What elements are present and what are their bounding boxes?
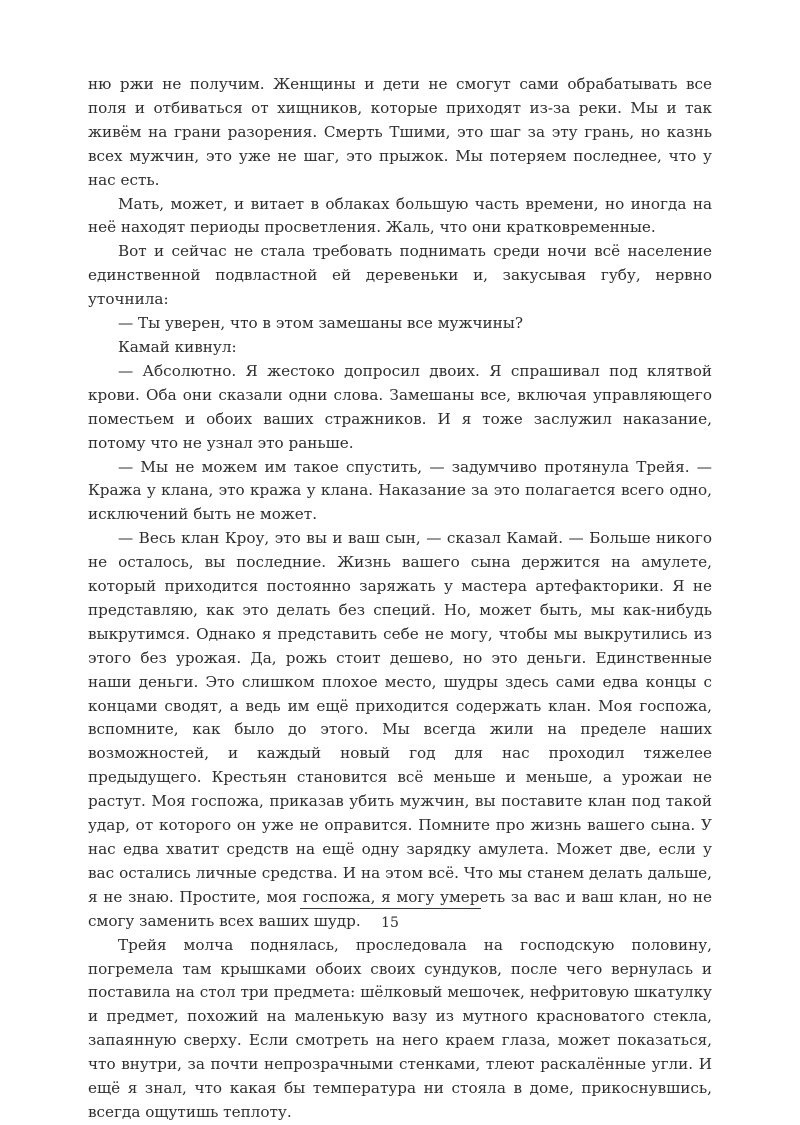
paragraph: Камай кивнул: bbox=[118, 337, 237, 356]
page-number: 15 bbox=[381, 915, 399, 931]
footer-divider bbox=[300, 908, 481, 909]
paragraph: ню ржи не получим. Женщины и дети не смогут сами обрабатывать все поля и отбиваться от хищников, которые приходят из-за реки. Мы и так живём на грани разорения. Смерть Тшими, это шаг за эту грань, но казнь всех мужчин, это уже не шаг, это прыжок. Мы потеряем последнее, что у нас есть. bbox=[88, 75, 712, 189]
paragraph: Мать, может, и витает в облаках большую часть времени, но иногда на неё находят периоды просветления. Жаль, что они кратковременные. bbox=[88, 194, 712, 237]
paragraph: Трейя молча поднялась, проследовала на господскую половину, погремела там крышками обоих своих сундуков, после чего вернулась и поставила на стол три предмета: шёлковый мешочек, нефритовую шкатулку и предмет, похожий на маленькую вазу из мутного красноватого стекла, запаянную сверху. Если смотреть на него краем глаза, может показаться, что внутри, за почти непрозрачными стенками, тлеют раскалённые угли. И ещё я знал, что какая бы температура ни стояла в доме, прикоснувшись, всегда ощутишь теплоту. bbox=[88, 935, 712, 1121]
body-text bbox=[88, 73, 712, 1125]
dialogue-line: — Абсолютно. Я жестоко допросил двоих. Я спрашивал под клятвой крови. Оба они сказали одни слова. Замешаны все, включая управляющего поместьем и обоих ваших стражников. И я тоже заслужил наказание, потому что не узнал это раньше. bbox=[88, 361, 712, 452]
dialogue-line: — Ты уверен, что в этом замешаны все мужчины? bbox=[118, 314, 523, 333]
paragraph: Вот и сейчас не стала требовать поднимать среди ночи всё население единственной подвластной ей деревеньки и, закусывая губу, нервно уточнила: bbox=[88, 242, 712, 309]
dialogue-line: — Весь клан Кроу, это вы и ваш сын, — сказал Камай. — Больше никого не осталось, вы последние. Жизнь вашего сына держится на амулете, который приходится постоянно заряжать у мастера артефакторики. Я не представляю, как это делать без специй. Но, может быть, мы как-нибудь выкрутимся. Однако я представить себе не могу, чтобы мы выкрутились из этого без урожая. Да, рожь стоит дешево, но это деньги. Единственные наши деньги. Это слишком плохое место, шудры здесь сами едва концы с концами сводят, а ведь им ещё приходится содержать клан. Моя госпожа, вспомните, как было до этого. Мы всегда жили на пределе наших возможностей, и каждый новый год для нас проходил тяжелее предыдущего. Крестьян становится всё меньше и меньше, а урожаи не растут. Моя госпожа, приказав убить мужчин, вы поставите клан под такой удар, от которого он уже не оправится. Помните про жизнь вашего сына. У нас едва хватит средств на ещё одну зарядку амулета. Может две, если у вас остались личные средства. И на этом всё. Что мы станем делать дальше, я не знаю. Простите, моя госпожа, я могу умереть за вас и ваш клан, но не смогу заменить всех ваших шудр. bbox=[88, 529, 712, 930]
dialogue-line: — Мы не можем им такое спустить, — задумчиво протянула Трейя. — Кража у клана, это кража у клана. Наказание за это полагается всего одно, исключений быть не может. bbox=[88, 457, 712, 524]
